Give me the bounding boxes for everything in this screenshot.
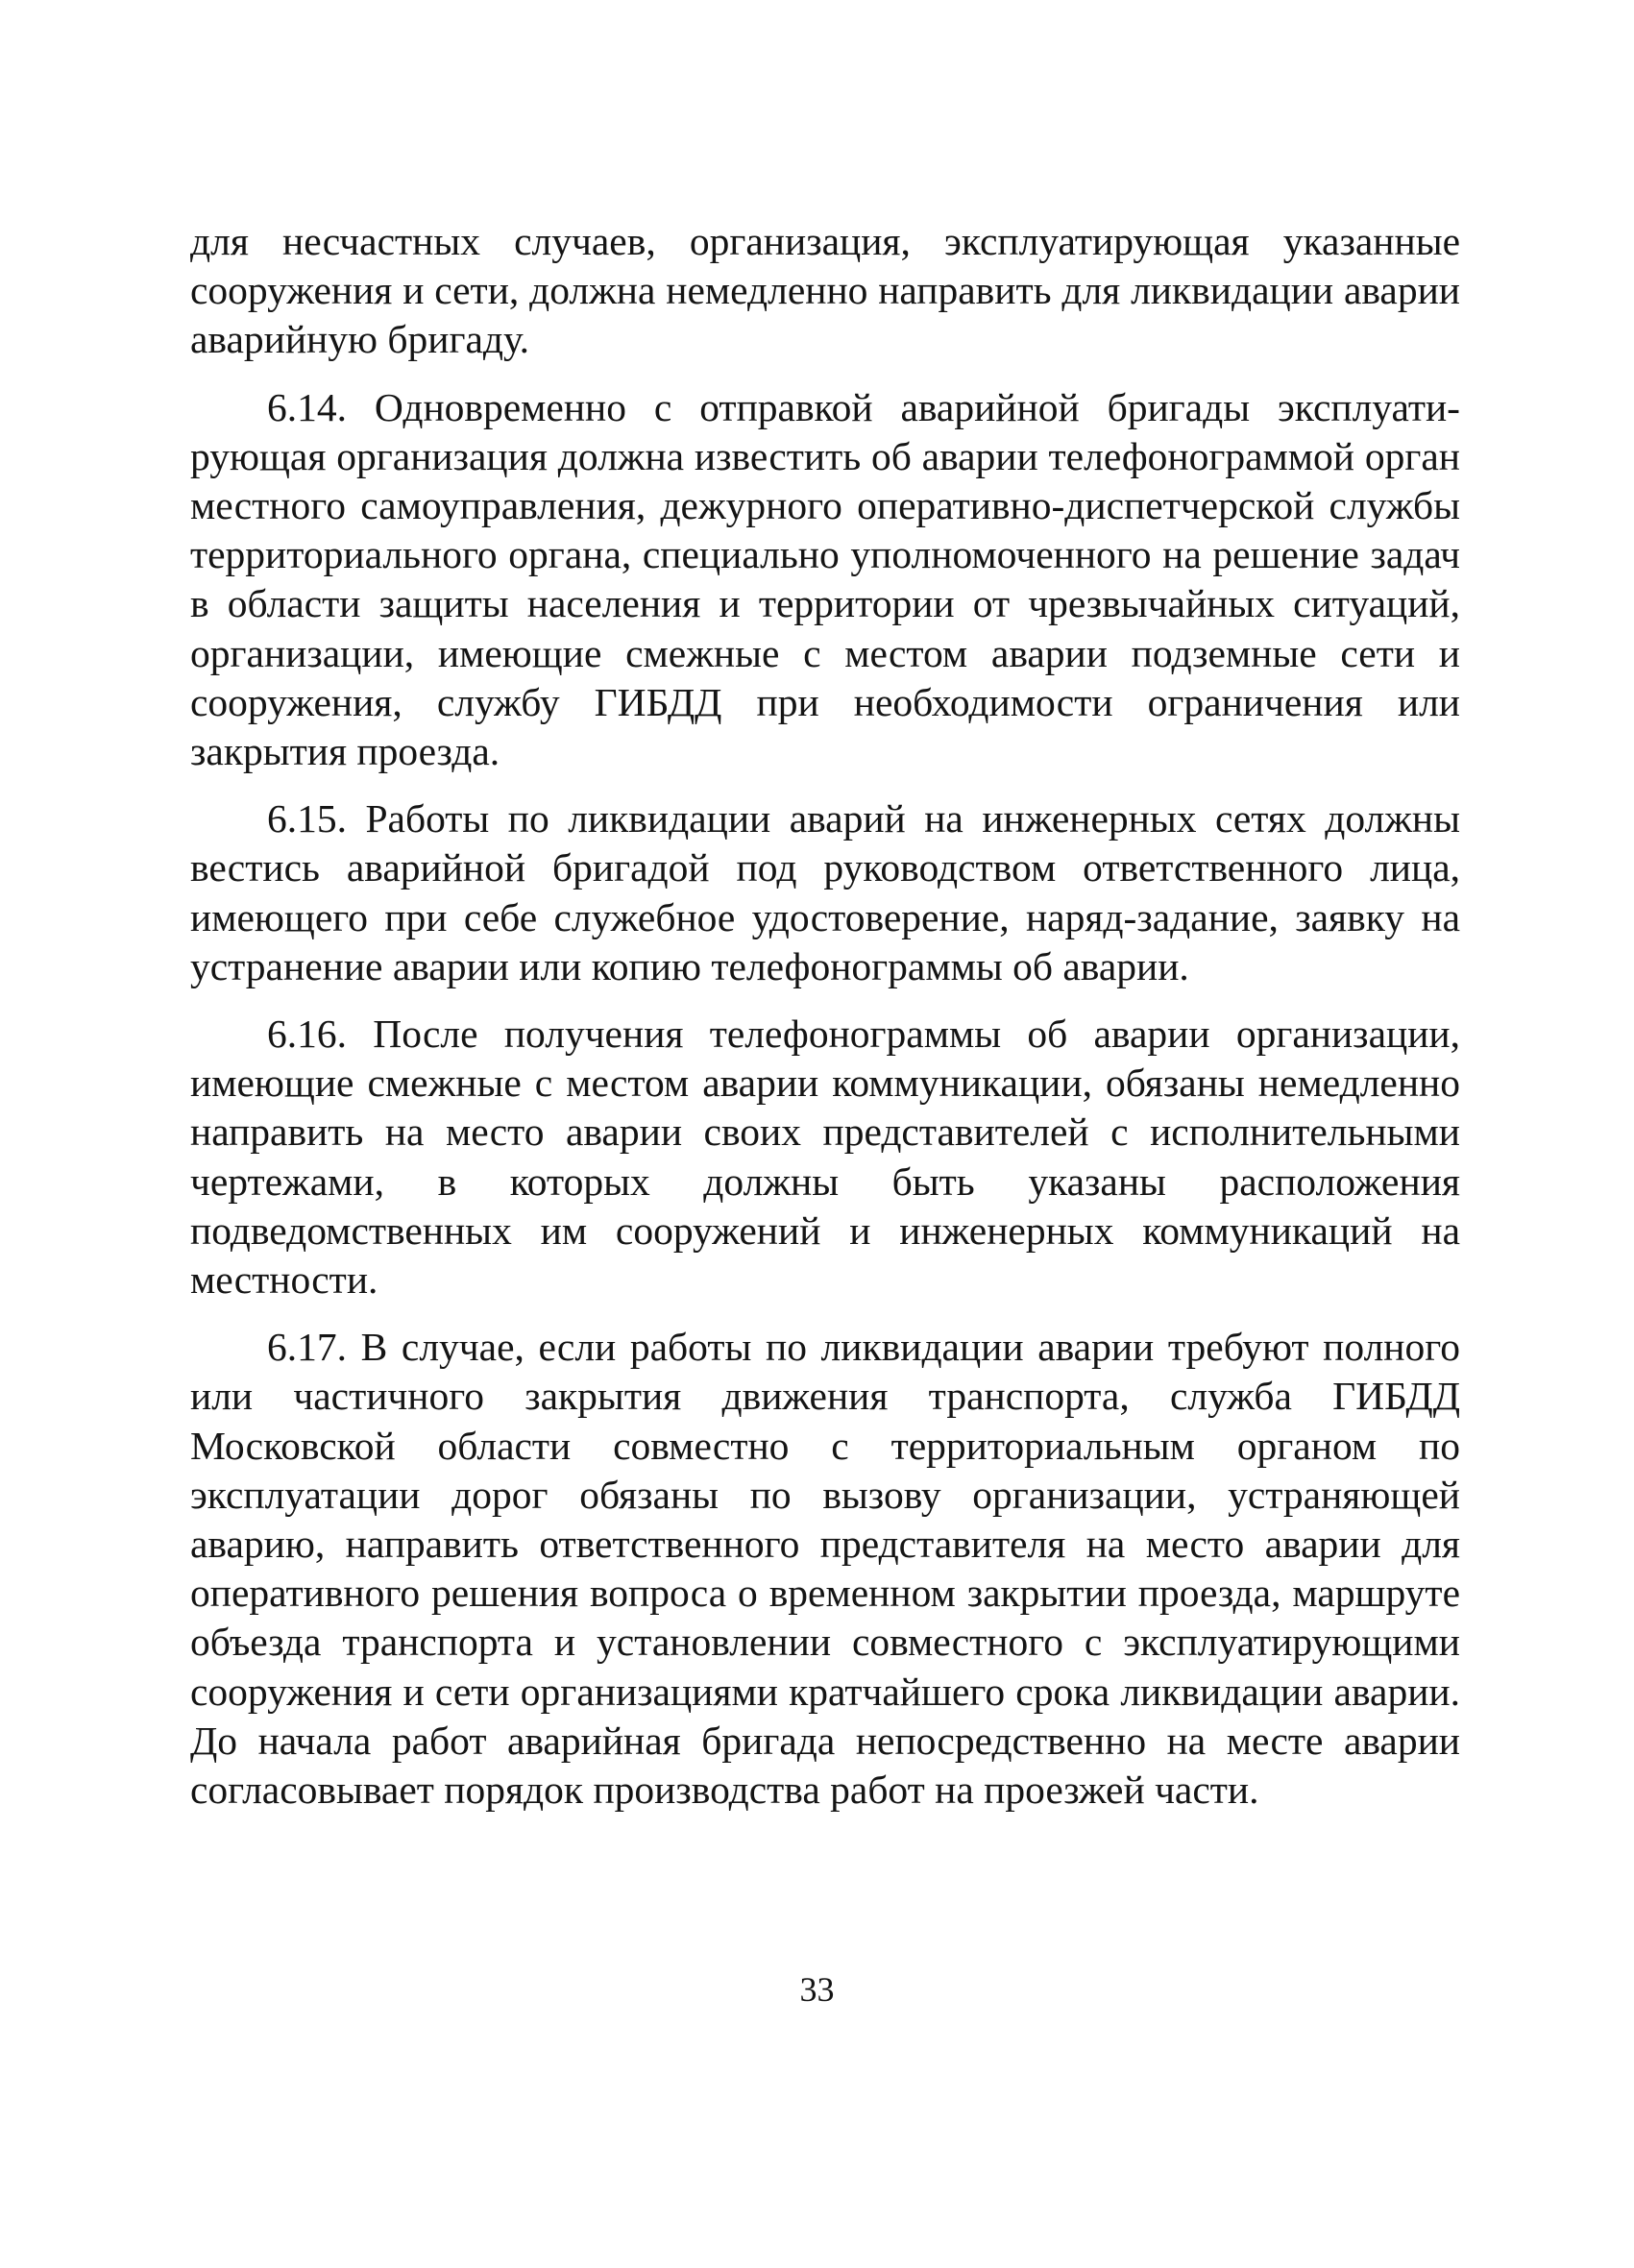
paragraph-6-16: 6.16. После получения телефонограммы об аварии организации, имеющие смежные с местом аварии коммуникации, обязаны немедленно направить на место аварии своих представителей с исполнительными чертежами, в которых должны быть указаны расположения подведомственных им сооружений и инженерных коммуникаций на местности.	[190, 1012, 1460, 1303]
paragraph-6-14: 6.14. Одновременно с отправкой аварийной бригады эксплуатирующая организация должна известить об аварии телефонограммой орган местного самоуправления, дежурного оперативно-диспетчерской службы территориального органа, специально уполномоченного на решение задач в области защиты населения и территории от чрезвычайных ситуаций, организации, имеющие смежные с местом аварии подземные сети и сооружения, службу ГИБДД при необходимости ограничения или закрытия проезда.	[190, 384, 1460, 774]
paragraph-6-15: 6.15. Работы по ликвидации аварий на инженерных сетях должны вестись аварийной бригадой под руководством ответственного лица, имеющего при себе служебное удостоверение, наряд-задание, заявку на устранение аварии или копию телефонограммы об аварии.	[190, 796, 1460, 988]
page-number: 33	[799, 1970, 835, 2009]
paragraph-6-17: 6.17. В случае, если работы по ликвидации аварии требуют полного или частичного закрытия движения транспорта, служба ГИБДД Московской области совместно с территориальным органом по эксплуатации дорог обязаны по вызову организации, устраняющей аварию, направить ответственного представителя на место аварии для оперативного решения вопроса о временном закрытии проезда, маршруте объезда транспорта и установлении совместного с эксплуатирующими сооружения и сети организациями кратчайшего срока ликвидации аварии. До начала работ аварийная бригада непосредственно на месте аварии согласовывает порядок производства работ на проезжей части.	[190, 1325, 1460, 1813]
paragraph-continuation: для несчастных случаев, организация, эксплуатирующая указанные сооружения и сети, должна немедленно направить для ликвидации аварии аварийную бригаду.	[190, 219, 1460, 362]
body-text	[190, 217, 1460, 1833]
